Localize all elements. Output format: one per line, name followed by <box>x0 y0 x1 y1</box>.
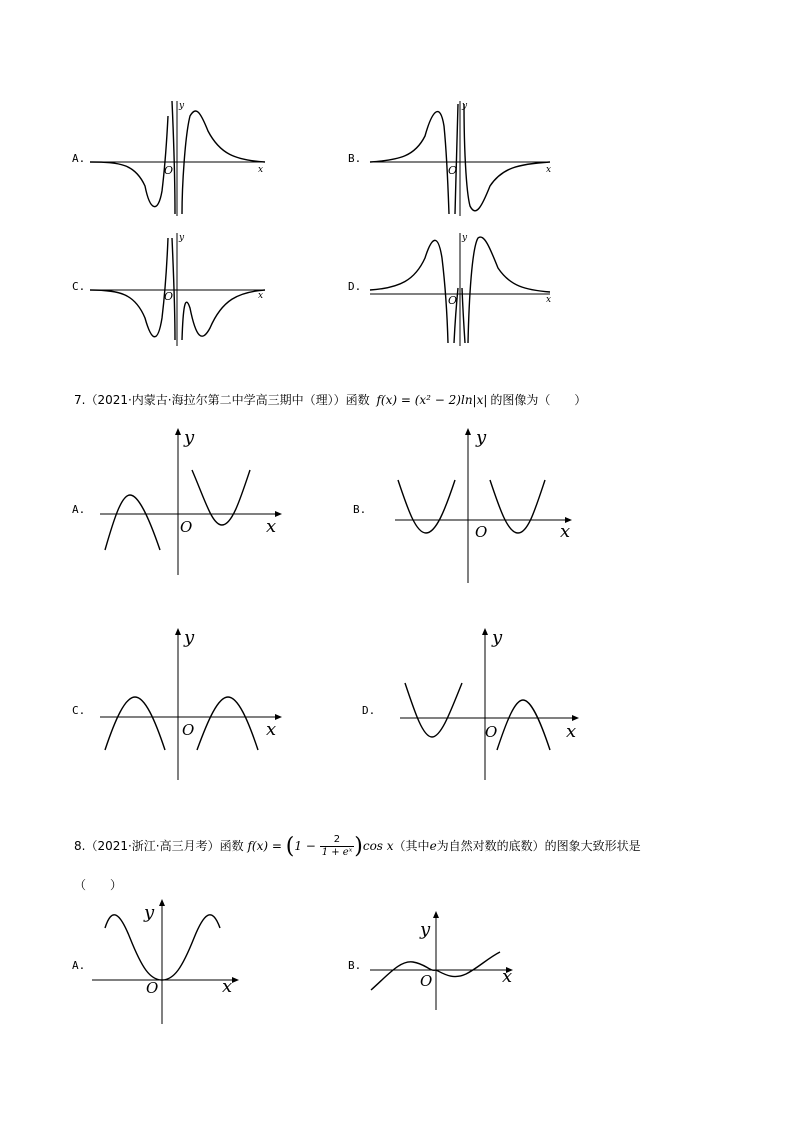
x-label: x <box>546 165 552 175</box>
question-text-end: 的图像为（ ） <box>490 393 587 407</box>
q6-option-d-label[interactable]: D. <box>348 280 362 293</box>
q6-graph-a[interactable] <box>90 96 280 218</box>
e-symbol: e <box>429 839 437 853</box>
x-label: x <box>266 719 277 740</box>
formula-one: 1 − <box>294 839 316 853</box>
x-label: x <box>546 295 552 305</box>
x-label: x <box>258 291 264 301</box>
q7-option-a-label[interactable]: A. <box>72 503 86 516</box>
formula-lhs: f(x) = <box>247 839 282 853</box>
origin-label: O <box>448 164 458 177</box>
y-label: y <box>184 627 195 648</box>
q6-option-b-label[interactable]: B. <box>348 152 362 165</box>
y-label: y <box>144 902 155 923</box>
question-number: 8. <box>74 839 86 853</box>
question-text-mid: （其中 <box>393 839 430 853</box>
y-arrow <box>482 628 488 635</box>
question-source: （2021·内蒙古·海拉尔第二中学高三期中（理）） <box>85 393 346 407</box>
curve-left <box>370 112 449 214</box>
curve-left <box>90 238 168 337</box>
paren-open: ( <box>285 834 295 859</box>
question-8-blank: （ ） <box>74 878 123 892</box>
x-label: x <box>258 165 264 175</box>
question-text: 函数 <box>219 839 244 853</box>
q7-option-b-label[interactable]: B. <box>353 503 367 516</box>
fraction <box>320 834 355 859</box>
y-arrow <box>175 428 181 435</box>
q8-option-b-label[interactable]: B. <box>348 959 362 972</box>
y-arrow <box>175 628 181 635</box>
q8-option-a-label[interactable]: A. <box>72 959 86 972</box>
question-text-mid2: 为自然对数的底数）的图象大致形状是 <box>436 839 641 853</box>
q7-option-c-label[interactable]: C. <box>72 704 86 717</box>
curve-left <box>398 480 455 533</box>
y-label: y <box>476 427 487 448</box>
y-label: y <box>179 101 185 111</box>
y-label: y <box>184 427 195 448</box>
origin-label: O <box>164 290 174 303</box>
q7-graph-b[interactable] <box>390 425 580 585</box>
curve-right <box>490 480 545 533</box>
x-label: x <box>502 966 513 987</box>
q8-graph-b[interactable] <box>368 910 523 1020</box>
q7-graph-c[interactable] <box>100 625 285 785</box>
y-label: y <box>462 233 468 243</box>
curve-right <box>182 290 265 340</box>
x-label: x <box>560 521 571 542</box>
q8-graph-a[interactable] <box>90 898 265 1028</box>
q6-option-a-label[interactable]: A. <box>72 152 86 165</box>
curve-right <box>462 237 550 343</box>
curve-right <box>464 104 550 211</box>
y-label: y <box>179 233 185 243</box>
x-label: x <box>566 721 577 742</box>
y-arrow <box>159 899 165 906</box>
origin-label: O <box>180 518 193 536</box>
curve-left-asymptote <box>455 104 458 214</box>
origin-label: O <box>420 972 433 990</box>
x-label: x <box>222 976 233 997</box>
q6-graph-d[interactable] <box>370 228 560 350</box>
origin-label: O <box>485 723 498 741</box>
y-label: y <box>420 919 431 940</box>
x-arrow <box>232 977 239 983</box>
curve-left-asymptote <box>172 101 175 214</box>
curve-left <box>105 495 160 550</box>
question-7 <box>74 391 586 408</box>
formula: f(x) = (x² − 2)ln|x| <box>376 393 488 407</box>
origin-label: O <box>448 294 458 307</box>
formula-cos: cos x <box>362 839 394 853</box>
question-source: （2021·浙江·高三月考） <box>85 839 220 853</box>
curve-left <box>105 697 165 750</box>
q7-option-d-label[interactable]: D. <box>362 704 376 717</box>
curve-right <box>197 697 258 750</box>
origin-label: O <box>475 523 488 541</box>
q7-graph-d[interactable] <box>400 625 590 785</box>
curve-right <box>192 470 250 525</box>
curve-left <box>405 683 462 737</box>
curve-left <box>370 240 448 343</box>
q7-graph-a[interactable] <box>100 425 285 585</box>
y-arrow <box>433 911 439 918</box>
fraction-denominator: 1 + eˣ <box>321 847 353 858</box>
y-label: y <box>492 627 503 648</box>
q6-graph-b[interactable] <box>370 96 560 218</box>
y-arrow <box>465 428 471 435</box>
curve-right <box>497 700 550 750</box>
x-label: x <box>266 516 277 537</box>
origin-label: O <box>146 979 159 997</box>
question-text: 函数 <box>345 393 370 407</box>
curve-left <box>90 116 168 207</box>
curve-left-asymptote <box>172 238 175 340</box>
origin-label: O <box>182 721 195 739</box>
origin-label: O <box>164 164 174 177</box>
fraction-numerator: 2 <box>320 834 355 847</box>
paren-close: ) <box>354 834 363 859</box>
q6-graph-c[interactable] <box>90 228 280 350</box>
question-8 <box>74 834 641 859</box>
q6-option-c-label[interactable]: C. <box>72 280 86 293</box>
question-number: 7. <box>74 393 86 407</box>
y-label: y <box>462 101 468 111</box>
